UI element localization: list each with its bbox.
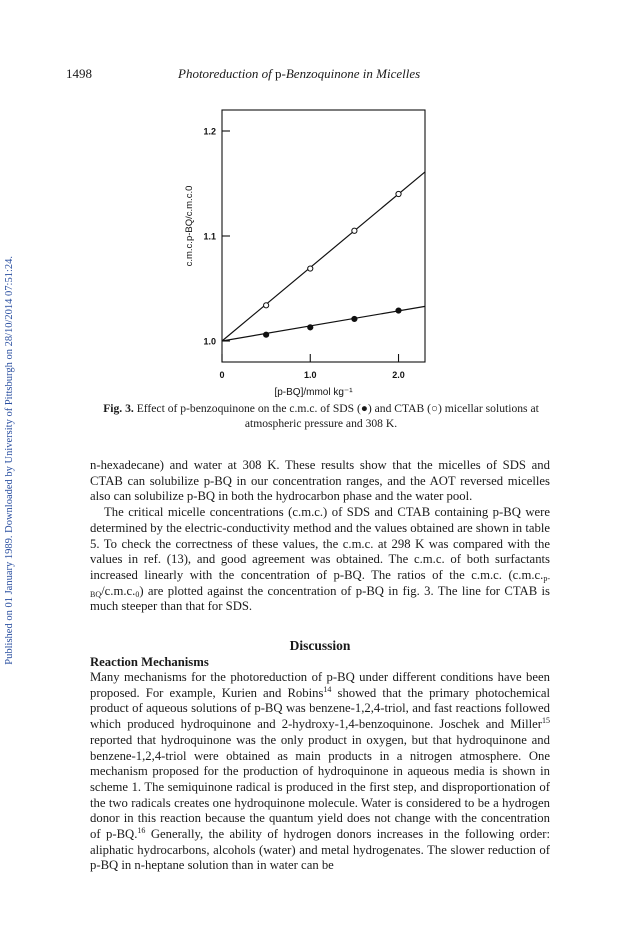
paragraph-3-part-b: showed that the primary photochemical product of aqueous solutions of p-BQ was benzene-1,2,4-triol, and fast reactions followed which produced hydroquinone and 2-hydroxy-1,4-benzoquinone. Joschek and Miller [90,685,551,732]
ctab-point-0 [264,303,269,308]
paragraph-2 [90,505,550,615]
figure-caption-text: Effect of p-benzoquinone on the c.m.c. of SDS (●) and CTAB (○) micellar solutions at atmospheric pressure and 308 K. [136,402,539,430]
paragraph-3-part-c: reported that hydroquinone was the only product in oxygen, but that hydroquinone and benzene-1,2,4-triol were obtained as main products in a nitrogen atmosphere. One mechanism proposed for the production of hydroquinone in aqueous media is shown in scheme 1. The semiquinone radical is produced in the first step, and disproportionation of the two radicals creates one hydroquinone molecule. Water is considered to be a hydrogen donor in this reaction because the quantum yield does not change with the concentration of p-BQ. [90,732,550,842]
paragraph-2-part-c: ) are plotted against the concentration of p-BQ in fig. 3. The line for CTAB is much steeper than that for SDS. [90,583,550,614]
reference-14: 14 [323,684,332,694]
reference-16: 16 [137,826,146,836]
subsection-heading-reaction-mechanisms: Reaction Mechanisms [90,655,209,669]
chart-points [264,191,402,337]
download-notice [2,140,16,780]
paragraph-2-part-b: /c.m.c. [101,583,136,598]
paragraph-2-subscript-2: 0 [135,589,140,599]
figure-3-chart [150,100,440,400]
x-tick-label-2: 2.0 [392,370,405,380]
chart-labels [184,127,405,399]
x-tick-label-1: 1.0 [304,370,317,380]
running-head [178,66,420,82]
paragraph-3-part-d: Generally, the ability of hydrogen donors increases in the following order: aliphatic hydrocarbons, alcohols (water) and metal hydrogenates. The slower reduction of p-BQ in n-heptane solution than in water can be [90,827,550,873]
running-head-part-2: p- [275,66,286,81]
chart-fit-lines [222,172,425,341]
page-number: 1498 [66,66,92,81]
y-tick-label-0: 1.0 [203,336,216,347]
discussion-text [90,670,550,874]
y-axis-label: c.m.c.p-BQ/c.m.c.0 [184,185,195,267]
sds-point-2 [352,316,357,321]
figure-caption-label: Fig. 3. [103,402,134,415]
running-head-part-1: Photoreduction of [178,66,276,81]
section-heading-discussion: Discussion [289,638,351,653]
reference-15: 15 [542,716,550,726]
running-head-part-3: Benzoquinone in Micelles [285,66,421,81]
sds-point-1 [308,325,313,330]
x-axis-label: [p-BQ]/mmol kg⁻¹ [274,387,353,398]
sds-fit-line [222,306,425,341]
ctab-fit-line [222,172,425,341]
paragraph-2-subscript-1: p-BQ [90,573,550,599]
sds-point-3 [396,308,401,313]
x-tick-label-0: 0 [219,370,225,380]
paragraph-3 [90,670,550,874]
results-text [90,458,550,615]
paragraph-1: n-hexadecane) and water at 308 K. These results show that the micelles of SDS and CTAB can solubilize p-BQ in our concentration ranges, and the AOT reversed micelles also can solubilize p-BQ in both the hydrocarbon phase and the water pool. [90,458,550,504]
paragraph-2-part-a: The critical micelle concentrations (c.m.c.) of SDS and CTAB containing p-BQ were determined by the electric-conductivity method and the values obtained are shown in table 5. To check the correctness of these values, the c.m.c. at 298 K was compared with the values in ref. (13), and good agreement was obtained. The c.m.c. of both surfactants increased linearly with the concentration of p-BQ. The ratios of the c.m.c. (c.m.c. [90,505,550,582]
ctab-point-3 [396,191,401,196]
y-tick-label-1: 1.1 [203,231,216,242]
y-tick-label-2: 1.2 [203,126,216,137]
figure-caption [92,401,550,431]
download-notice-text: Published on 01 January 1989. Downloaded by University of Pittsburgh on 28/10/2014 07:51:24. [3,255,15,665]
paragraph-3-part-a: Many mechanisms for the photoreduction of p-BQ under different conditions have been proposed. For example, Kurien and Robins [90,670,550,700]
ctab-point-2 [352,228,357,233]
sds-point-0 [264,332,269,337]
ctab-point-1 [308,266,313,271]
